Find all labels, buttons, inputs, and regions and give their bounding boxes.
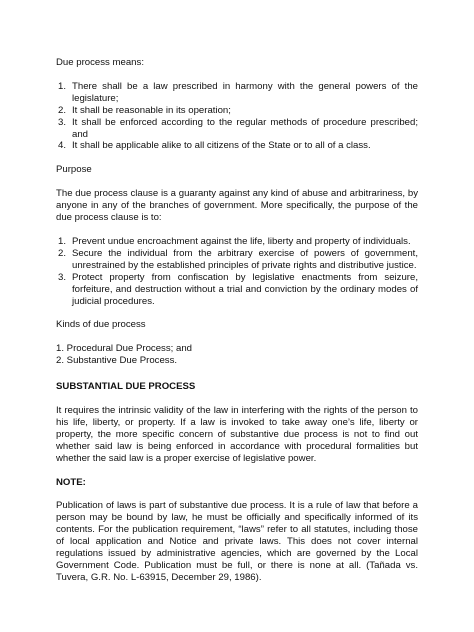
purpose-list-item [56,272,418,308]
spacer [56,367,418,381]
list-item-text: It shall be enforced according to the regular methods of procedure prescribed; and [72,116,418,140]
list-number: 1. [58,80,67,92]
list-number: 4. [58,140,67,152]
purpose-list-item [56,248,418,272]
substantial-heading: SUBSTANTIAL DUE PROCESS [56,381,196,393]
list-number: 2. [58,104,67,116]
kinds-heading: Kinds of due process [56,319,146,331]
spacer [56,331,418,343]
kinds-list [56,343,418,367]
list-number: 3. [58,116,67,128]
note-heading: NOTE: [56,476,86,488]
means-list-item [56,81,418,105]
spacer [56,465,418,477]
spacer [56,152,418,164]
list-item-text: There shall be a law prescribed in harmony with the general powers of the legislature; [72,80,418,104]
document-body [56,57,418,584]
list-item-text: It shall be reasonable in its operation; [72,104,231,116]
spacer [56,307,418,319]
intro-heading: Due process means: [56,57,144,68]
purpose-list-item [56,236,418,248]
substantial-paragraph: It requires the intrinsic validity of the law in interfering with the rights of the person to his life, liberty, or property. If a law is invoked to take away one’s life, liberty or property, the more specific concern of substantive due process is not to find out whether said law is being enforced in accordance with procedural formalities but whether the said law is a proper exercise of legislative power. [56,405,418,464]
note-paragraph: Publication of laws is part of substantive due process. It is a rule of law that before a person may be bound by law, he must be officially and specifically informed of its contents. For the publication requirement, “laws” refer to all statutes, including those of local application and Notice and private laws. This does not cover internal regulations issued by administrative agencies, which are governed by the Local Government Code. Publication must be full, or there is none at all. (Tañada vs. Tuvera, G.R. No. L-63915, December 29, 1986). [56,500,418,583]
list-number: 1. [58,235,67,247]
spacer [56,69,418,81]
kinds-list-item: 2. Substantive Due Process. [56,355,178,367]
purpose-heading: Purpose [56,164,92,176]
list-item-text: It shall be applicable alike to all citizens of the State or to all of a class. [72,140,371,152]
spacer [56,224,418,236]
spacer [56,393,418,405]
means-list-item [56,140,418,152]
means-list-item [56,117,418,141]
list-item-text: Prevent undue encroachment against the life, liberty and property of individuals. [72,235,411,247]
means-list [56,81,418,152]
spacer [56,176,418,188]
list-number: 3. [58,271,67,283]
kinds-list-item: 1. Procedural Due Process; and [56,343,192,355]
purpose-paragraph: The due process clause is a guaranty against any kind of abuse and arbitrariness, by anyone in any of the branches of government. More specifically, the purpose of the due process clause is to: [56,188,418,224]
list-item-text: Secure the individual from the arbitrary exercise of powers of government, unrestrained by the established principles of private rights and distributive justice. [72,247,418,271]
list-number: 2. [58,247,67,259]
list-item-text: Protect property from confiscation by legislative enactments from seizure, forfeiture, and destruction without a trial and conviction by the ordinary modes of judicial procedures. [72,271,418,307]
purpose-list [56,236,418,307]
spacer [56,488,418,500]
means-list-item [56,105,418,117]
